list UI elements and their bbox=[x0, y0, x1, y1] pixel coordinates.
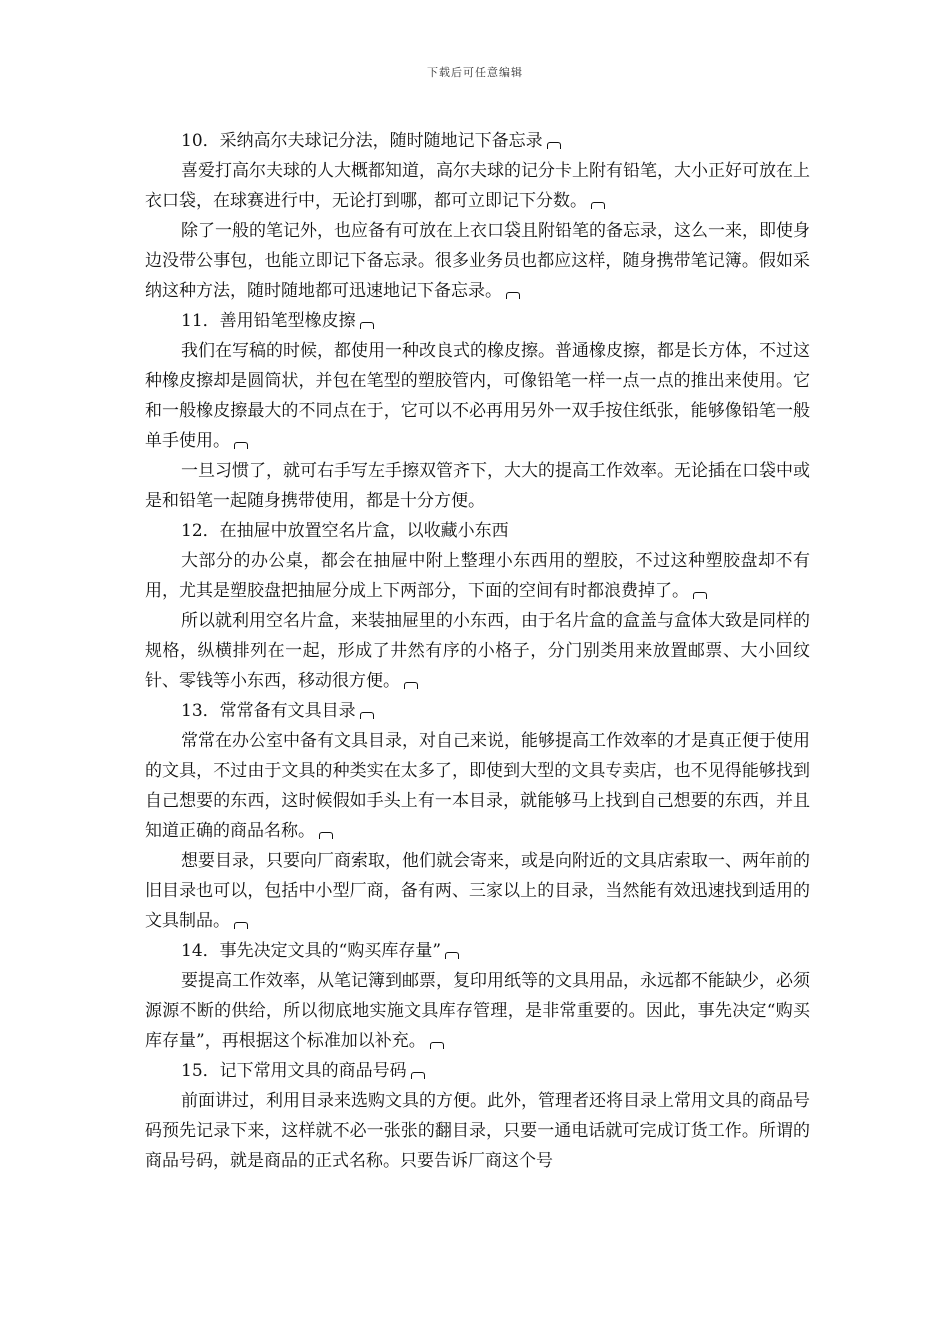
paragraph-mark-icon bbox=[693, 592, 707, 599]
paragraph-text: 11．善用铅笔型橡皮擦 bbox=[181, 311, 356, 331]
paragraph-text: 13．常常备有文具目录 bbox=[181, 701, 356, 721]
paragraph-text: 一旦习惯了，就可右手写左手擦双管齐下，大大的提高工作效率。无论插在口袋中或是和铅笔一起随身携带使用，都是十分方便。 bbox=[145, 461, 810, 511]
paragraph bbox=[145, 156, 810, 216]
paragraph-text: 所以就利用空名片盒，来装抽屉里的小东西，由于名片盒的盒盖与盒体大致是同样的规格，纵横排列在一起，形成了井然有序的小格子，分门别类用来放置邮票、大小回纹针、零钱等小东西，移动很方便。 bbox=[145, 611, 810, 691]
paragraph-text: 喜爱打高尔夫球的人大概都知道，高尔夫球的记分卡上附有铅笔，大小正好可放在上衣口袋，在球赛进行中，无论打到哪，都可立即记下分数。 bbox=[145, 161, 810, 211]
paragraph-text: 15．记下常用文具的商品号码 bbox=[181, 1061, 407, 1081]
paragraph-text: 要提高工作效率，从笔记簿到邮票，复印用纸等的文具用品，永远都不能缺少，必须源源不断的供给，所以彻底地实施文具库存管理，是非常重要的。因此，事先决定“购买库存量”，再根据这个标准加以补充。 bbox=[145, 971, 810, 1051]
paragraph-mark-icon bbox=[404, 682, 418, 689]
paragraph-mark-icon bbox=[234, 442, 248, 449]
paragraph bbox=[145, 516, 810, 546]
paragraph-text: 我们在写稿的时候，都使用一种改良式的橡皮擦。普通橡皮擦，都是长方体，不过这种橡皮擦却是圆筒状，并包在笔型的塑胶管内，可像铅笔一样一点一点的推出来使用。它和一般橡皮擦最大的不同点在于，它可以不必再用另外一双手按住纸张，能够像铅笔一般单手使用。 bbox=[145, 341, 810, 451]
paragraph bbox=[145, 726, 810, 846]
paragraph bbox=[145, 1056, 810, 1086]
paragraph-mark-icon bbox=[591, 202, 605, 209]
paragraph bbox=[145, 546, 810, 606]
document-body bbox=[145, 126, 810, 1176]
paragraph-mark-icon bbox=[411, 1072, 425, 1079]
paragraph-mark-icon bbox=[506, 292, 520, 299]
paragraph-text: 12．在抽屉中放置空名片盒，以收藏小东西 bbox=[181, 521, 509, 541]
paragraph-text: 前面讲过，利用目录来选购文具的方便。此外，管理者还将目录上常用文具的商品号码预先记录下来，这样就不必一张张的翻目录，只要一通电话就可完成订货工作。所谓的商品号码，就是商品的正式名称。只要告诉厂商这个号 bbox=[145, 1091, 810, 1171]
paragraph bbox=[145, 1086, 810, 1176]
paragraph-text: 大部分的办公桌，都会在抽屉中附上整理小东西用的塑胶，不过这种塑胶盘却不有用，尤其是塑胶盘把抽屉分成上下两部分，下面的空间有时都浪费掉了。 bbox=[145, 551, 810, 601]
paragraph bbox=[145, 696, 810, 726]
paragraph-mark-icon bbox=[319, 832, 333, 839]
page-header: 下载后可任意编辑 bbox=[427, 66, 523, 79]
paragraph-mark-icon bbox=[445, 952, 459, 959]
paragraph bbox=[145, 336, 810, 456]
paragraph-mark-icon bbox=[547, 142, 561, 149]
paragraph bbox=[145, 306, 810, 336]
paragraph-mark-icon bbox=[360, 712, 374, 719]
paragraph bbox=[145, 606, 810, 696]
paragraph bbox=[145, 216, 810, 306]
paragraph bbox=[145, 936, 810, 966]
paragraph-text: 10．采纳高尔夫球记分法，随时随地记下备忘录 bbox=[181, 131, 543, 151]
paragraph bbox=[145, 846, 810, 936]
paragraph bbox=[145, 456, 810, 516]
paragraph bbox=[145, 126, 810, 156]
paragraph-text: 想要目录，只要向厂商索取，他们就会寄来，或是向附近的文具店索取一、两年前的旧目录也可以，包括中小型厂商，备有两、三家以上的目录，当然能有效迅速找到适用的文具制品。 bbox=[145, 851, 810, 931]
paragraph-mark-icon bbox=[360, 322, 374, 329]
paragraph-text: 常常在办公室中备有文具目录，对自己来说，能够提高工作效率的才是真正便于使用的文具，不过由于文具的种类实在太多了，即使到大型的文具专卖店，也不见得能够找到自己想要的东西，这时候假如手头上有一本目录，就能够马上找到自己想要的东西，并且知道正确的商品名称。 bbox=[145, 731, 810, 841]
paragraph-mark-icon bbox=[430, 1042, 444, 1049]
paragraph-text: 除了一般的笔记外，也应备有可放在上衣口袋且附铅笔的备忘录，这么一来，即使身边没带公事包，也能立即记下备忘录。很多业务员也都应这样，随身携带笔记簿。假如采纳这种方法，随时随地都可迅速地记下备忘录。 bbox=[145, 221, 810, 301]
paragraph-mark-icon bbox=[234, 922, 248, 929]
paragraph bbox=[145, 966, 810, 1056]
paragraph-text: 14．事先决定文具的“购买库存量” bbox=[181, 941, 442, 961]
